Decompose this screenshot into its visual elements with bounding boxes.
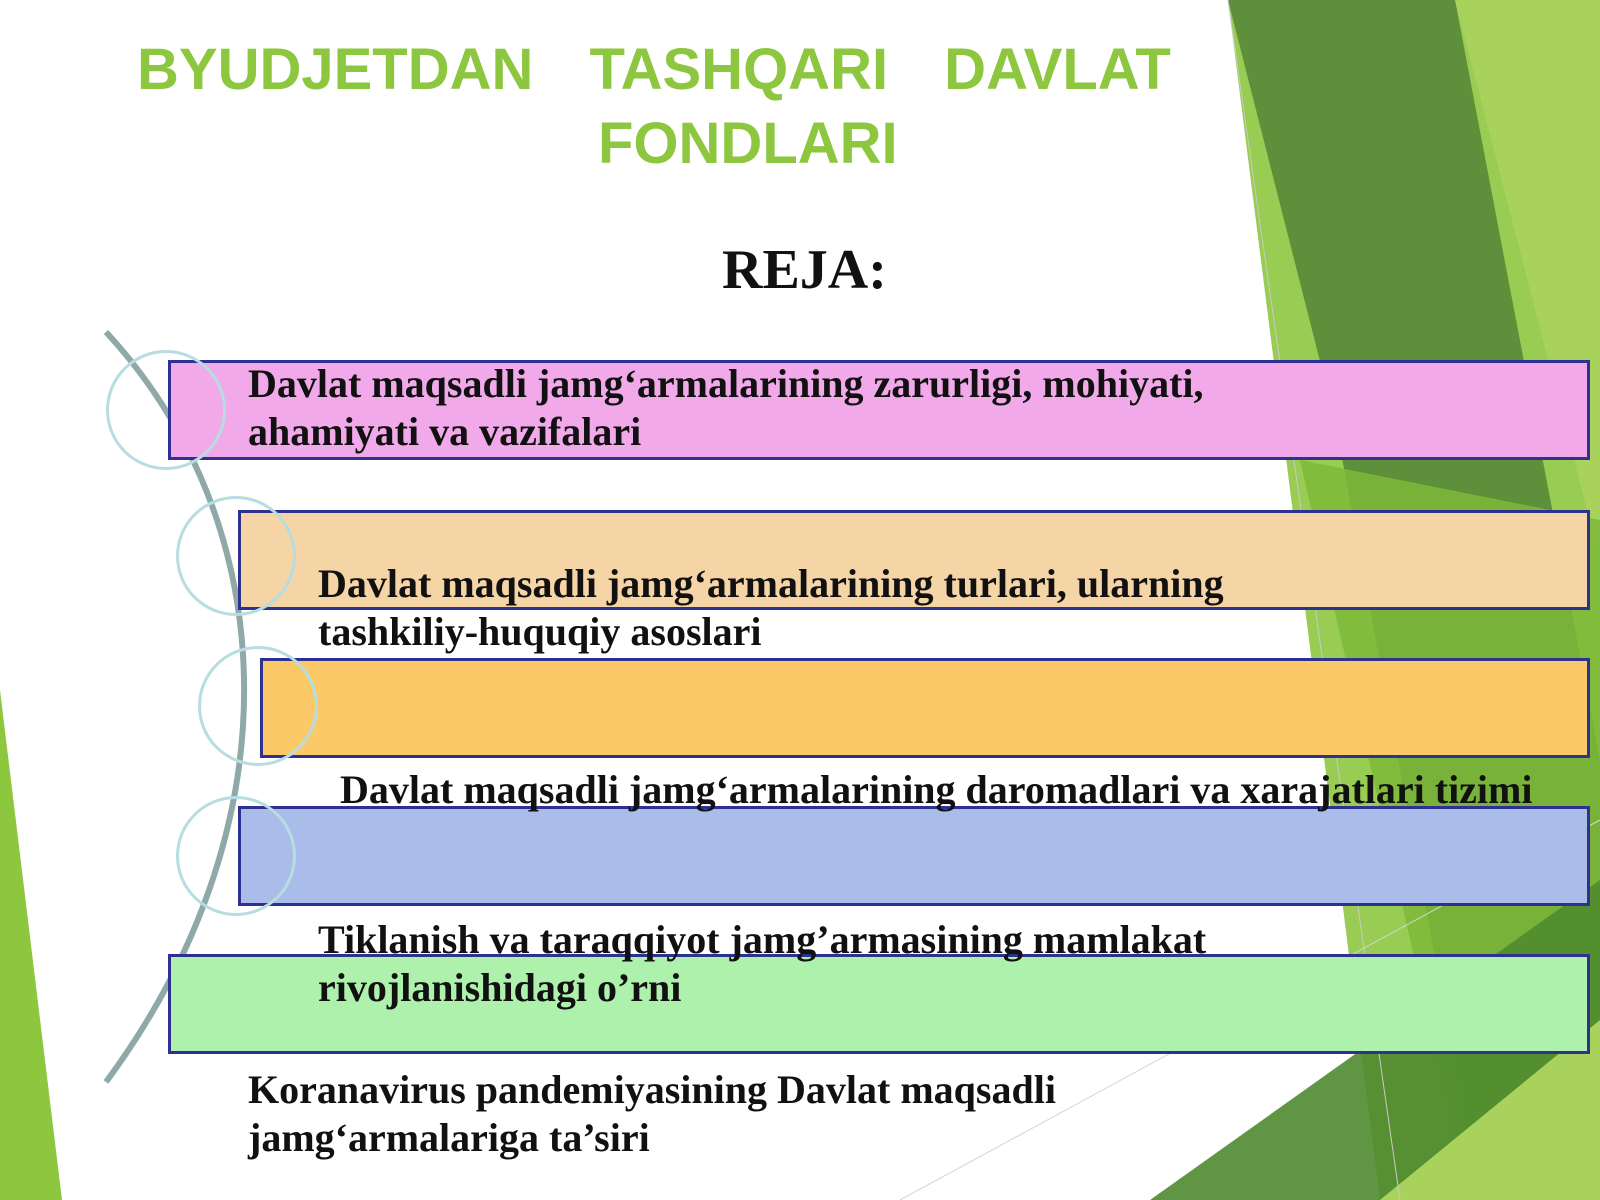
green-shard-left [0,690,62,1200]
plan-item-3: Davlat maqsadli jamg‘armalarining daromadlari va xarajatlari tizimi [340,767,1533,812]
page-title-line-2: FONDLARI [598,111,898,176]
bullet-circle-4 [176,796,296,916]
plan-item-5: Koranavirus pandemiyasining Davlat maqsadli jamg‘armalariga ta’siri [248,1067,1056,1160]
plan-heading: REJA: [722,239,887,301]
bullet-circle-2 [176,496,296,616]
page-title-line-1: BYUDJETDAN TASHQARI DAVLAT [137,37,1171,102]
plan-item-1: Davlat maqsadli jamg‘armalarining zarurligi, mohiyati, ahamiyati va vazifalari [248,361,1204,454]
plan-item-4: Tiklanish va taraqqiyot jamg’armasining mamlakat rivojlanishidagi o’rni [318,917,1207,1010]
bullet-circle-1 [106,350,226,470]
item-box-4 [238,806,1590,906]
bullet-circle-3 [198,646,318,766]
plan-item-2: Davlat maqsadli jamg‘armalarining turlari, ularning tashkiliy-huquqiy asoslari [318,561,1224,654]
item-box-3 [260,658,1590,758]
